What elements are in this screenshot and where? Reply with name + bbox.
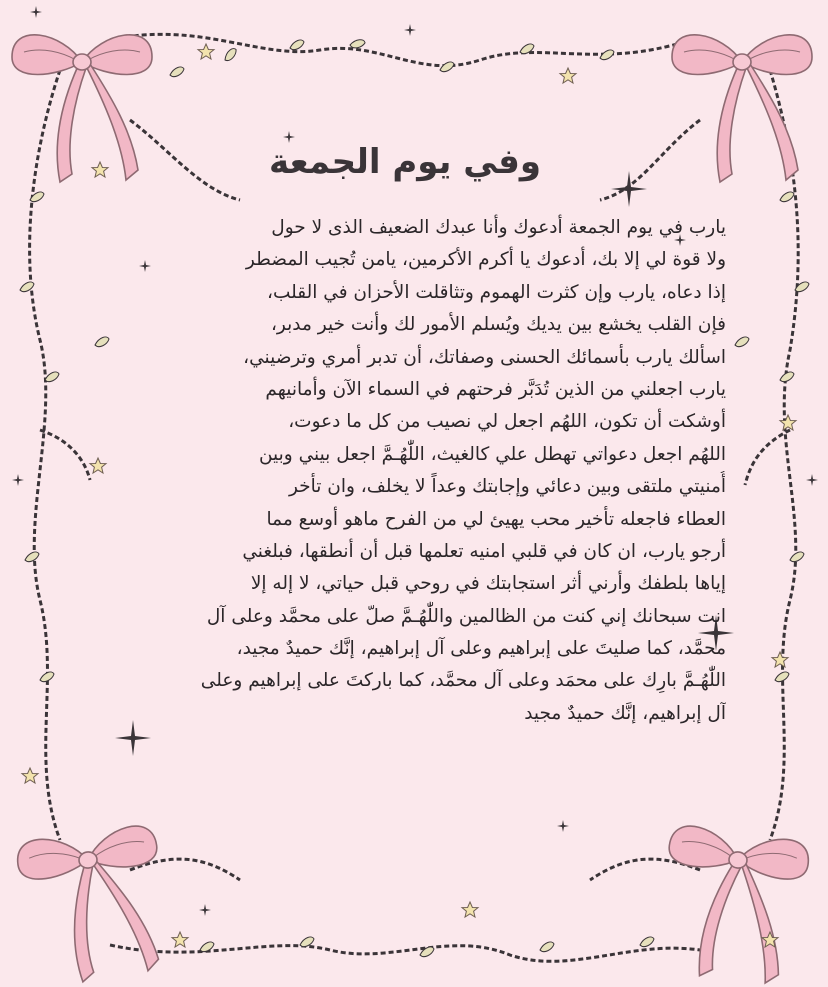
text-line: فإن القلب يخشع بين يديك ويُسلم الأمور لك وأنت خير مدبر، xyxy=(270,314,726,336)
page-title: وفي يوم الجمعة xyxy=(269,142,541,182)
text-line: أُمنيتي ملتقى وبين دعائي وإجابتك وعداً لا يخلف، وان تأخر xyxy=(288,476,726,498)
text-line: انت سبحانك إني كنت من الظالمين واللّٰهُـمَّ صلّ على محمَّد وعلى آل xyxy=(206,605,726,627)
text-line: ولا قوة لي إلا بك، أدعوك يا أكرم الأكرمين، يامن تُجيب المضطر xyxy=(245,249,726,271)
text-line: اسألك يارب بأسمائك الحسنى وصفاتك، أن تدبر أمري وترضيني، xyxy=(243,346,726,368)
text-line: العطاء فاجعله تأخير محب يهيئ لي من الفرح ماهو أوسع مما xyxy=(266,508,726,530)
prayer-text xyxy=(96,212,726,730)
text-line: إذا دعاه، يارب وإن كثرت الهموم وتثاقلت الأحزان في القلب، xyxy=(267,281,726,303)
text-line: أوشكت أن تكون، اللهُم اجعل لي نصيب من كل ما دعوت، xyxy=(288,411,726,433)
text-line: آل إبراهيم، إنَّك حميدٌ مجيد xyxy=(524,702,726,724)
text-line: يارب اجعلني من الذين تُدَبَّر فرحتهم في السماء الآن وأمانيهم xyxy=(265,378,726,400)
text-line: محمَّد، كما صليتَ على إبراهيم وعلى آل إبراهيم، إنَّك حميدٌ مجيد، xyxy=(236,638,726,660)
text-line: اللّٰهُـمَّ بارِك على محمَد وعلى آل محمَّد، كما باركتَ على إبراهيم وعلى xyxy=(200,670,726,692)
text-line: إياها بلطفك وأرني أثر استجابتك في روحي قبل حياتي، لا إله إلا xyxy=(250,573,726,595)
text-line: يارب في يوم الجمعة أدعوك وأنا عبدك الضعيف الذى لا حول xyxy=(271,217,726,238)
text-line: اللهُم اجعل دعواتي تهطل علي كالغيث، اللّٰهُـمَّ اجعل بيني وبين xyxy=(258,443,726,465)
text-line: أرجو يارب، ان كان في قلبي امنيه تعلمها قبل أن أنطقها، فبلغني xyxy=(242,540,726,562)
